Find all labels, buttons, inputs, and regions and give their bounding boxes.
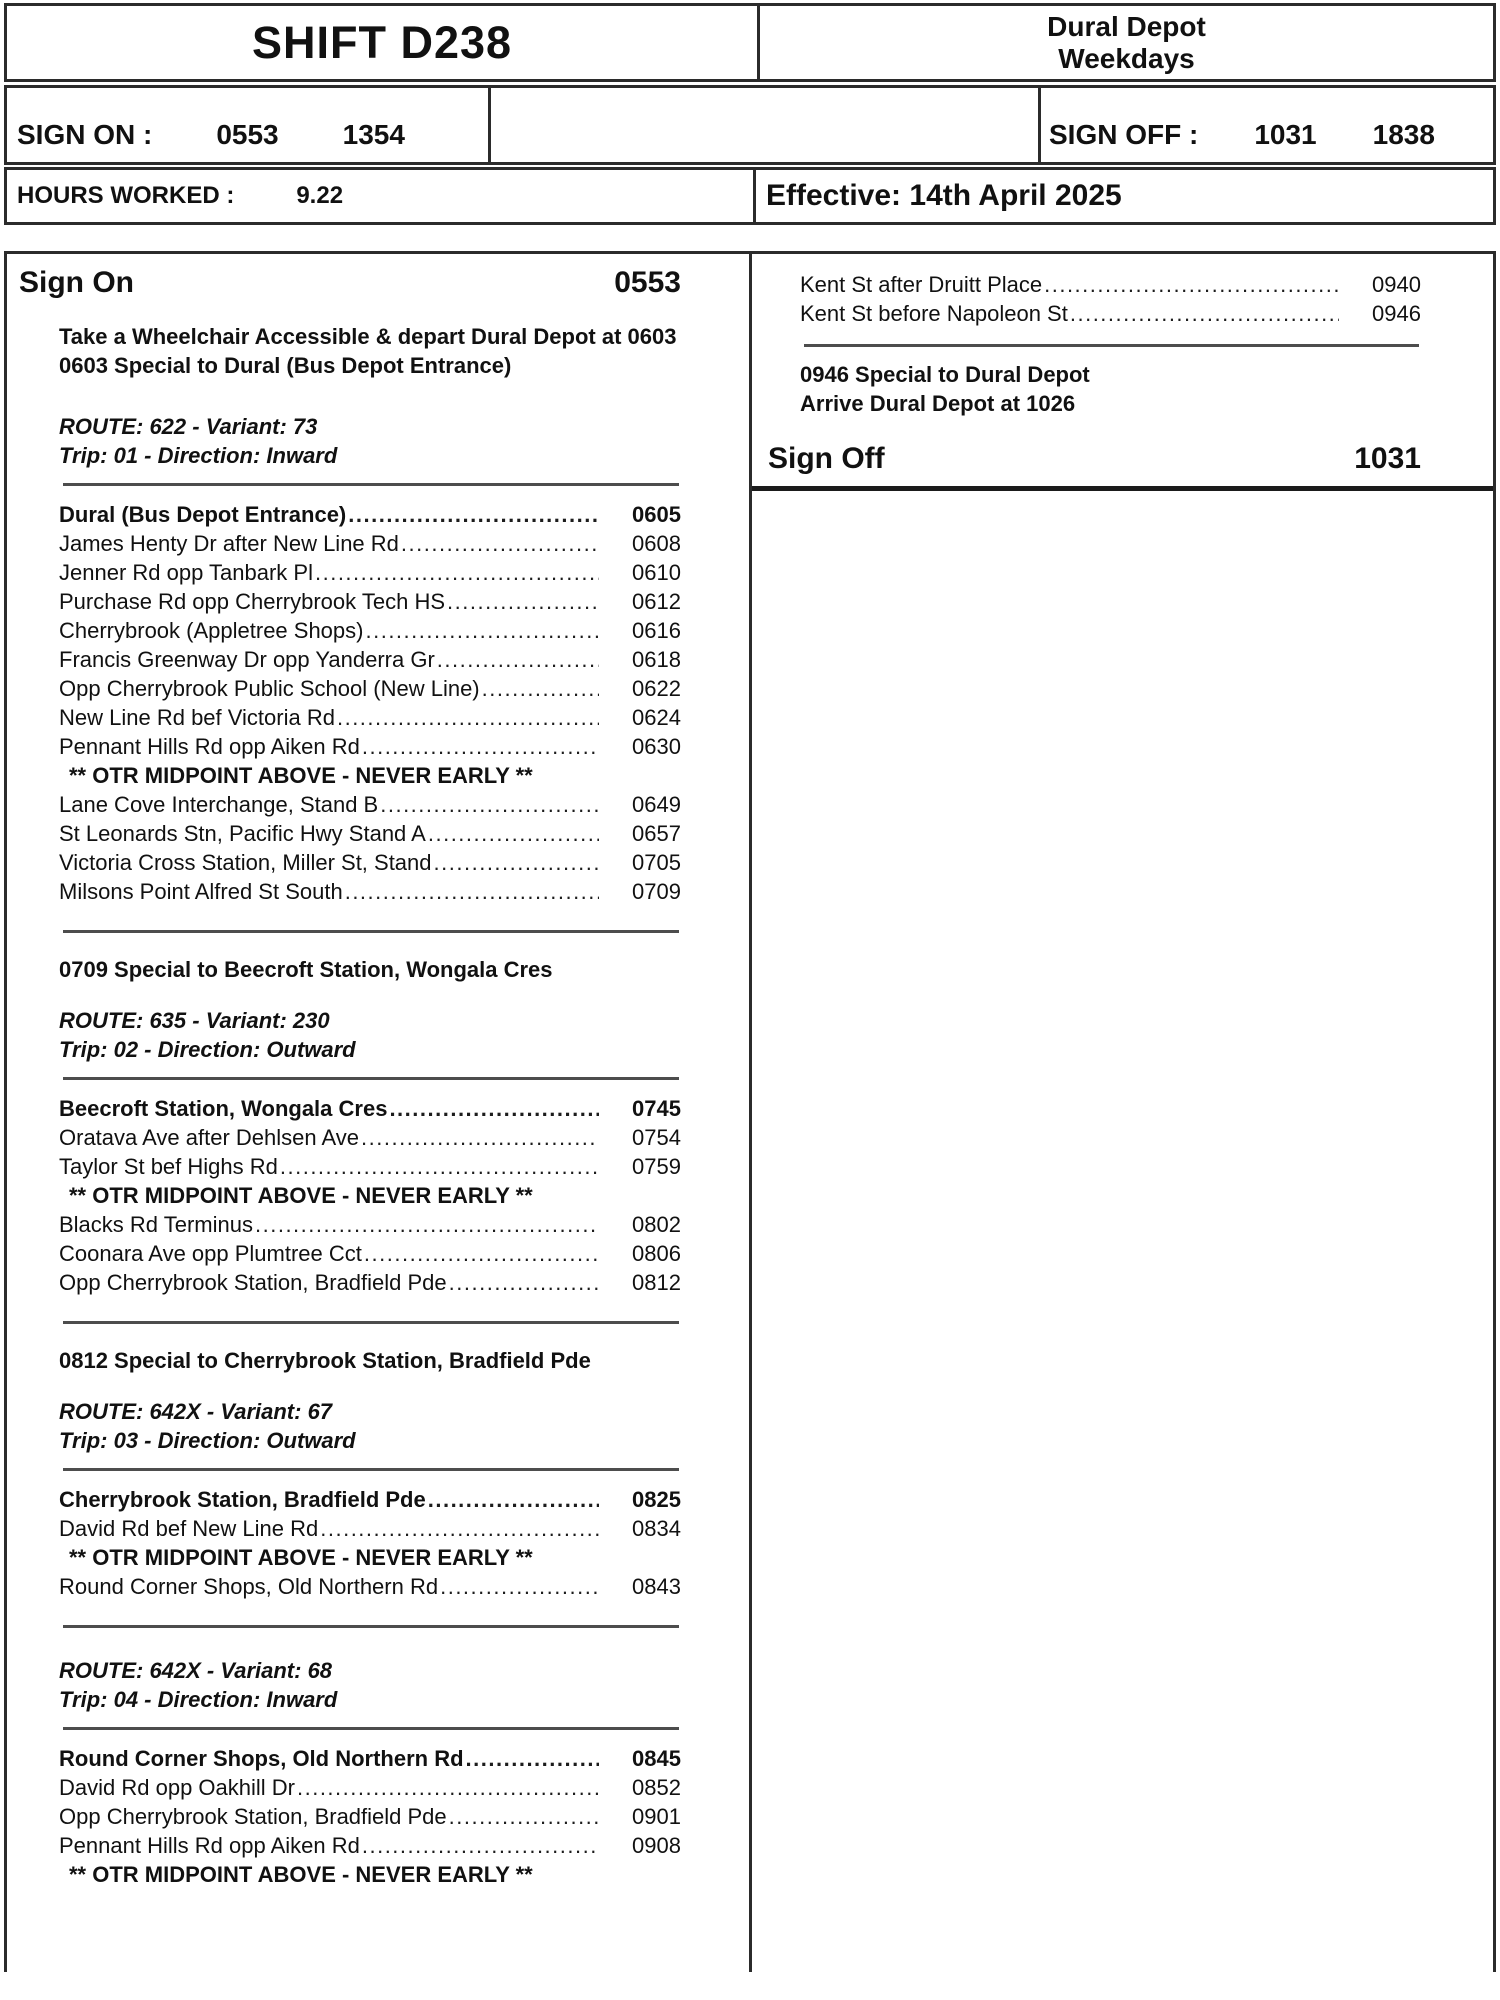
sign-off-column [752, 254, 1493, 1972]
leader-dots [437, 645, 599, 674]
stop-time: 0946 [1372, 301, 1421, 326]
stop-time: 0852 [632, 1775, 681, 1800]
leader-dots [320, 1514, 599, 1543]
leader-dots [362, 732, 599, 761]
otr-midpoint-note: ** OTR MIDPOINT ABOVE - NEVER EARLY ** [69, 1862, 533, 1887]
stop-time: 0806 [632, 1241, 681, 1266]
stop-row [59, 558, 681, 587]
stop-name: Francis Greenway Dr opp Yanderra Gr [59, 647, 435, 672]
stop-time: 0908 [632, 1833, 681, 1858]
otr-midpoint-note: ** OTR MIDPOINT ABOVE - NEVER EARLY ** [69, 763, 533, 788]
depot-days: Weekdays [1058, 42, 1195, 74]
leader-dots [380, 790, 599, 819]
stop-name: Pennant Hills Rd opp Aiken Rd [59, 734, 360, 759]
stop-time: 0940 [1372, 272, 1421, 297]
stop-time: 0812 [632, 1270, 681, 1295]
route-line: ROUTE: 642X - Variant: 67 [59, 1399, 333, 1424]
shift-title-cell [7, 6, 760, 79]
stop-name: Opp Cherrybrook Station, Bradfield Pde [59, 1804, 447, 1829]
stop-time: 0802 [632, 1212, 681, 1237]
sign-off-label: SIGN OFF : [1049, 119, 1199, 150]
special-movement: 0709 Special to Beecroft Station, Wongala Cres [59, 957, 553, 982]
stop-row [59, 674, 681, 703]
stop-row [59, 1210, 681, 1239]
stop-row [59, 790, 681, 819]
instruction-line: Take a Wheelchair Accessible & depart Dural Depot at 0603 [59, 324, 677, 349]
stop-time: 0759 [632, 1154, 681, 1179]
stop-time: 0622 [632, 676, 681, 701]
empty-cell [491, 88, 1041, 162]
trip-line: Trip: 03 - Direction: Outward [59, 1428, 356, 1453]
stop-time: 0657 [632, 821, 681, 846]
divider [63, 1321, 679, 1324]
stop-row [59, 1802, 681, 1831]
trip-3-route-info [59, 1397, 681, 1455]
sign-on-time-2: 1354 [342, 119, 405, 150]
arrival-note: Arrive Dural Depot at 1026 [800, 391, 1076, 416]
trip-1-stop-list [59, 500, 681, 906]
trip-3-stop-list [59, 1485, 681, 1601]
leader-dots [1044, 270, 1339, 299]
sign-off-heading [768, 442, 1421, 476]
stop-time: 0605 [632, 502, 681, 527]
sign-off-underline [752, 486, 1493, 491]
trip-4-stop-list [59, 1744, 681, 1889]
depart-instructions [59, 322, 681, 380]
leader-dots [365, 616, 599, 645]
leader-dots [345, 877, 599, 906]
divider [63, 1625, 679, 1628]
stop-name: Kent St after Druitt Place [800, 272, 1043, 297]
stop-row [59, 732, 681, 761]
instruction-line: 0603 Special to Dural (Bus Depot Entrance) [59, 353, 512, 378]
stop-name: Cherrybrook Station, Bradfield Pde [59, 1487, 426, 1512]
stop-time: 0630 [632, 734, 681, 759]
stop-time: 0745 [632, 1096, 681, 1121]
leader-dots [389, 1094, 599, 1123]
stop-name: Oratava Ave after Dehlsen Ave [59, 1125, 360, 1150]
sign-on-column [7, 254, 752, 1972]
stop-row [59, 1744, 681, 1773]
stop-time: 0616 [632, 618, 681, 643]
stop-name: Blacks Rd Terminus [59, 1212, 253, 1237]
stop-time: 0709 [632, 879, 681, 904]
leader-dots [401, 529, 599, 558]
trip-1-route-info [59, 412, 681, 470]
stop-name: Round Corner Shops, Old Northern Rd [59, 1574, 439, 1599]
stop-row [59, 1514, 681, 1543]
route-line: ROUTE: 622 - Variant: 73 [59, 414, 318, 439]
stop-row [59, 500, 681, 529]
return-to-depot-note [800, 360, 1421, 418]
duty-sheet [4, 251, 1496, 1972]
shift-title: SHIFT D238 [251, 16, 513, 68]
stop-time: 0612 [632, 589, 681, 614]
leader-dots [280, 1152, 599, 1181]
stop-name: Lane Cove Interchange, Stand B [59, 792, 379, 817]
divider [63, 1077, 679, 1080]
depot-name: Dural Depot [1047, 10, 1206, 42]
stop-name: Round Corner Shops, Old Northern Rd [59, 1746, 464, 1771]
hours-worked-label: HOURS WORKED : [17, 182, 235, 209]
stop-time: 0624 [632, 705, 681, 730]
stop-name: James Henty Dr after New Line Rd [59, 531, 399, 556]
leader-dots [482, 674, 599, 703]
sign-on-label: SIGN ON : [17, 119, 153, 150]
stop-time: 0845 [632, 1746, 681, 1771]
stop-name: Kent St before Napoleon St [800, 301, 1068, 326]
stop-row [59, 645, 681, 674]
stop-row [59, 1268, 681, 1297]
sign-off-time-1: 1031 [1254, 119, 1317, 150]
stop-name: Coonara Ave opp Plumtree Cct [59, 1241, 362, 1266]
leader-dots [255, 1210, 599, 1239]
stop-name: Purchase Rd opp Cherrybrook Tech HS [59, 589, 446, 614]
leader-dots [428, 819, 599, 848]
sign-on-heading-time: 0553 [614, 266, 681, 299]
stop-row [59, 1239, 681, 1268]
stop-time: 0610 [632, 560, 681, 585]
stop-time: 0843 [632, 1574, 681, 1599]
stop-row [59, 1572, 681, 1601]
stop-row [59, 587, 681, 616]
stop-row [59, 1485, 681, 1514]
divider [63, 1727, 679, 1730]
stop-name: David Rd bef New Line Rd [59, 1516, 319, 1541]
stop-row [59, 848, 681, 877]
stop-time: 0649 [632, 792, 681, 817]
leader-dots [315, 558, 599, 587]
divider [63, 930, 679, 933]
sign-on-time-1: 0553 [216, 119, 279, 150]
stop-name: Dural (Bus Depot Entrance) [59, 502, 347, 527]
sign-on-heading-label: Sign On [19, 266, 134, 299]
effective-date-cell [756, 170, 1493, 222]
stop-name: Victoria Cross Station, Miller St, Stand [59, 850, 432, 875]
trip-4-route-info [59, 1656, 681, 1714]
leader-dots [434, 848, 599, 877]
sign-off-heading-label: Sign Off [768, 442, 885, 475]
stop-name: David Rd opp Oakhill Dr [59, 1775, 295, 1800]
stop-time: 0754 [632, 1125, 681, 1150]
stop-name: Opp Cherrybrook Station, Bradfield Pde [59, 1270, 447, 1295]
leader-dots [364, 1239, 599, 1268]
trip-line: Trip: 01 - Direction: Inward [59, 443, 338, 468]
effective-date: Effective: 14th April 2025 [766, 179, 1122, 212]
sign-off-cell [1041, 88, 1493, 162]
title-table [4, 3, 1496, 82]
leader-dots [447, 587, 599, 616]
stop-name: Opp Cherrybrook Public School (New Line) [59, 676, 480, 701]
stop-name: Beecroft Station, Wongala Cres [59, 1096, 388, 1121]
stop-row [59, 529, 681, 558]
leader-dots [449, 1802, 599, 1831]
stop-name: Pennant Hills Rd opp Aiken Rd [59, 1833, 360, 1858]
stop-time: 0834 [632, 1516, 681, 1541]
trip-2-stop-list [59, 1094, 681, 1297]
stop-name: St Leonards Stn, Pacific Hwy Stand A [59, 821, 426, 846]
route-line: ROUTE: 635 - Variant: 230 [59, 1008, 330, 1033]
otr-midpoint-note: ** OTR MIDPOINT ABOVE - NEVER EARLY ** [69, 1183, 533, 1208]
stop-name: Milsons Point Alfred St South [59, 879, 343, 904]
sign-times-table [4, 85, 1496, 165]
special-movement: 0946 Special to Dural Depot [800, 362, 1090, 387]
leader-dots [1070, 299, 1339, 328]
stop-name: Jenner Rd opp Tanbark Pl [59, 560, 313, 585]
leader-dots [361, 1123, 599, 1152]
hours-worked-value: 9.22 [296, 182, 344, 209]
stop-row [59, 1831, 681, 1860]
trip-line: Trip: 04 - Direction: Inward [59, 1687, 338, 1712]
leader-dots [362, 1831, 599, 1860]
trip-line: Trip: 02 - Direction: Outward [59, 1037, 356, 1062]
leader-dots [337, 703, 599, 732]
divider [63, 1468, 679, 1471]
continuation-stop-list [800, 270, 1421, 328]
leader-dots [297, 1773, 599, 1802]
depot-cell [760, 6, 1493, 79]
stop-row [59, 703, 681, 732]
hours-table [4, 167, 1496, 225]
leader-dots [466, 1744, 599, 1773]
route-line: ROUTE: 642X - Variant: 68 [59, 1658, 333, 1683]
sign-on-cell [7, 88, 491, 162]
special-movement: 0812 Special to Cherrybrook Station, Bradfield Pde [59, 1348, 591, 1373]
divider [804, 344, 1419, 347]
stop-time: 0825 [632, 1487, 681, 1512]
leader-dots [449, 1268, 599, 1297]
stop-time: 0608 [632, 531, 681, 556]
leader-dots [440, 1572, 599, 1601]
stop-name: Cherrybrook (Appletree Shops) [59, 618, 364, 643]
stop-row [59, 616, 681, 645]
stop-row [59, 1152, 681, 1181]
leader-dots [348, 500, 599, 529]
trip-2-route-info [59, 1006, 681, 1064]
sign-off-heading-time: 1031 [1354, 442, 1421, 475]
sign-off-body [800, 270, 1421, 418]
stop-name: New Line Rd bef Victoria Rd [59, 705, 335, 730]
leader-dots [428, 1485, 599, 1514]
divider [63, 483, 679, 486]
stop-time: 0618 [632, 647, 681, 672]
sign-on-body [59, 322, 681, 1889]
stop-row [800, 270, 1421, 299]
stop-row [59, 877, 681, 906]
stop-row [59, 819, 681, 848]
sign-off-time-2: 1838 [1372, 119, 1435, 150]
sign-on-heading [19, 266, 681, 300]
stop-row [59, 1123, 681, 1152]
stop-time: 0705 [632, 850, 681, 875]
stop-row [59, 1094, 681, 1123]
hours-worked-cell [7, 170, 756, 222]
otr-midpoint-note: ** OTR MIDPOINT ABOVE - NEVER EARLY ** [69, 1545, 533, 1570]
stop-row [800, 299, 1421, 328]
stop-name: Taylor St bef Highs Rd [59, 1154, 278, 1179]
stop-row [59, 1773, 681, 1802]
stop-time: 0901 [632, 1804, 681, 1829]
